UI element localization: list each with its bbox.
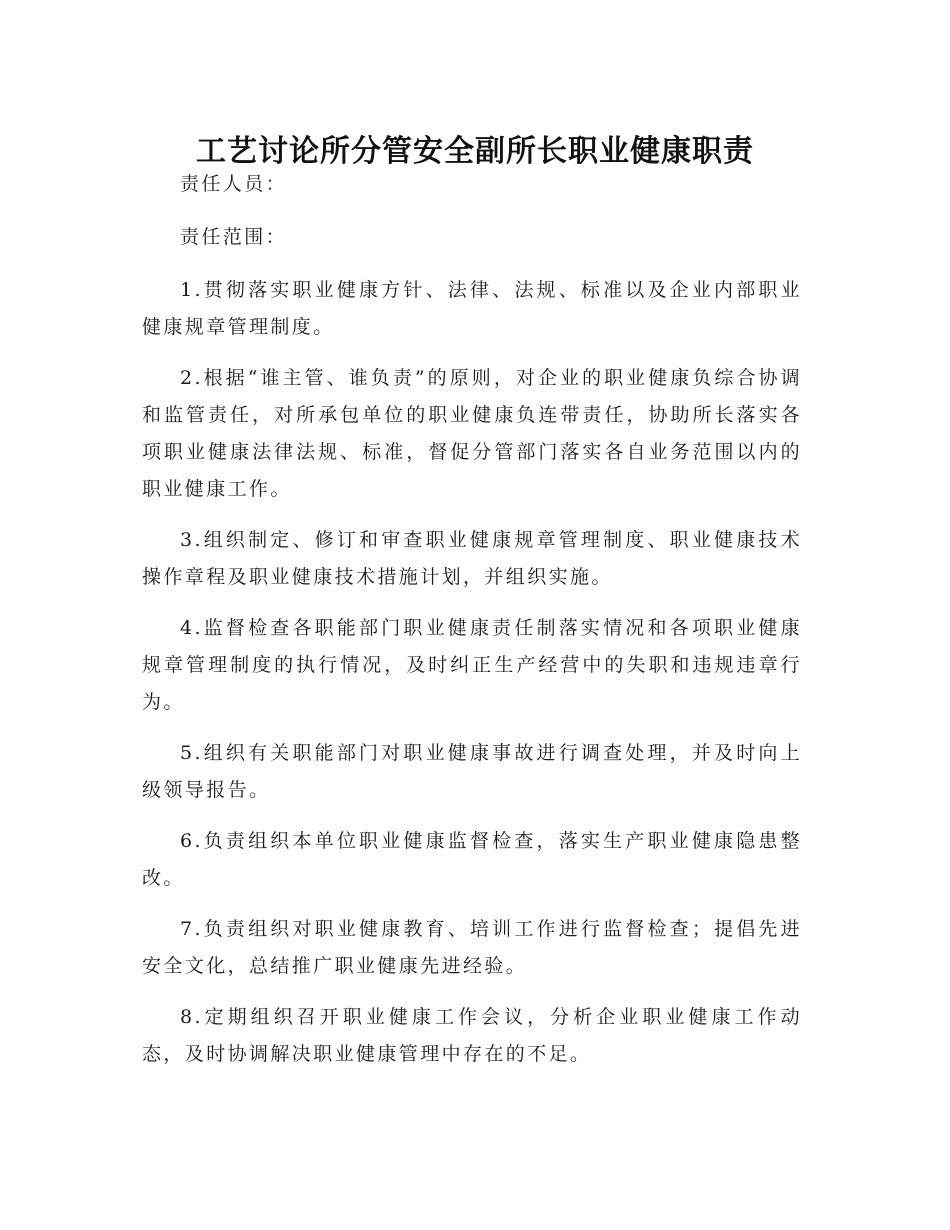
duty-item-3: 3.组织制定、修订和审查职业健康规章管理制度、职业健康技术操作章程及职业健康技术措施计划，并组织实施。 bbox=[142, 529, 802, 588]
responsible-person-field: 责任人员： bbox=[180, 173, 288, 195]
duty-item-1: 1.贯彻落实职业健康方针、法律、法规、标准以及企业内部职业健康规章管理制度。 bbox=[142, 279, 802, 338]
duty-item-2: 2.根据“谁主管、谁负责”的原则，对企业的职业健康负综合协调和监管责任，对所承包单位的职业健康负连带责任，协助所长落实各项职业健康法律法规、标准，督促分管部门落实各自业务范围以内的职业健康工作。 bbox=[142, 367, 802, 500]
responsibility-scope-field: 责任范围： bbox=[180, 226, 288, 248]
duty-item-6: 6.负责组织本单位职业健康监督检查，落实生产职业健康隐患整改。 bbox=[142, 830, 802, 889]
duty-item-4: 4.监督检查各职能部门职业健康责任制落实情况和各项职业健康规章管理制度的执行情况，及时纠正生产经营中的失职和违规违章行为。 bbox=[142, 617, 802, 713]
document-body bbox=[142, 166, 802, 1087]
duty-item-5: 5.组织有关职能部门对职业健康事故进行调查处理，并及时向上级领导报告。 bbox=[142, 742, 802, 801]
document-title: 工艺讨论所分管安全副所长职业健康职责 bbox=[196, 134, 754, 170]
duty-item-8: 8.定期组织召开职业健康工作会议，分析企业职业健康工作动态，及时协调解决职业健康管理中存在的不足。 bbox=[142, 1006, 802, 1065]
duty-item-7: 7.负责组织对职业健康教育、培训工作进行监督检查；提倡先进安全文化，总结推广职业健康先进经验。 bbox=[142, 918, 802, 977]
